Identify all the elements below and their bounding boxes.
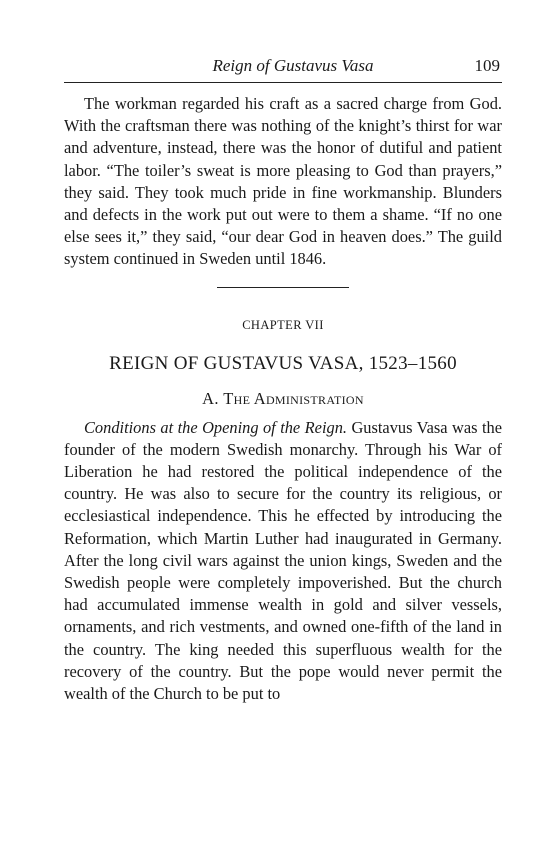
header-rule	[64, 82, 502, 83]
running-title: Reign of Gustavus Vasa	[212, 56, 374, 75]
paragraph-text: Gustavus Vasa was the founder of the modern Swedish monarchy. Through his War of Liberation he had restored the political independence of the country. He was also to secure for the country its religious, or ecclesiastical independence. This he effected by introducing the Reformation, which Martin Luther had inaugurated in Germany. After the long civil wars against the union kings, Sweden and the Swedish people were completely impoverished. But the church had accumulated immense wealth in gold and silver vessels, ornaments, and rich vestments, and owned one-fifth of the land in the country. The king needed this superfluous wealth for the recovery of the country. But the pope would never permit the wealth of the Church to be put to	[64, 417, 503, 704]
running-head	[64, 56, 502, 78]
section-heading	[64, 389, 502, 409]
opening-paragraph: The workman regarded his craft as a sacred charge from God. With the craftsman there was nothing of the knight’s thirst for war and adventure, instead, there was the honor of dutiful and patient labor. “The toiler’s sweat is more pleasing to God than prayers,” they said. They took much pride in fine workmanship. Blunders and defects in the work put out were to them a shame. “If no one else sees it,” they said, “our dear God in heaven does.” The guild system continued in Sweden until 1846.	[64, 94, 502, 269]
chapter-title: REIGN OF GUSTAVUS VASA, 1523–1560	[109, 352, 457, 374]
paragraph-lead-in: Conditions at the Opening of the Reign.	[84, 417, 347, 437]
section-title: The Administration	[223, 388, 364, 408]
book-page	[64, 56, 502, 705]
section-letter: A.	[202, 388, 219, 408]
page-number: 109	[474, 56, 500, 75]
section-divider	[217, 287, 349, 288]
chapter-label: CHAPTER VII	[242, 317, 324, 332]
body-paragraph	[64, 417, 502, 706]
